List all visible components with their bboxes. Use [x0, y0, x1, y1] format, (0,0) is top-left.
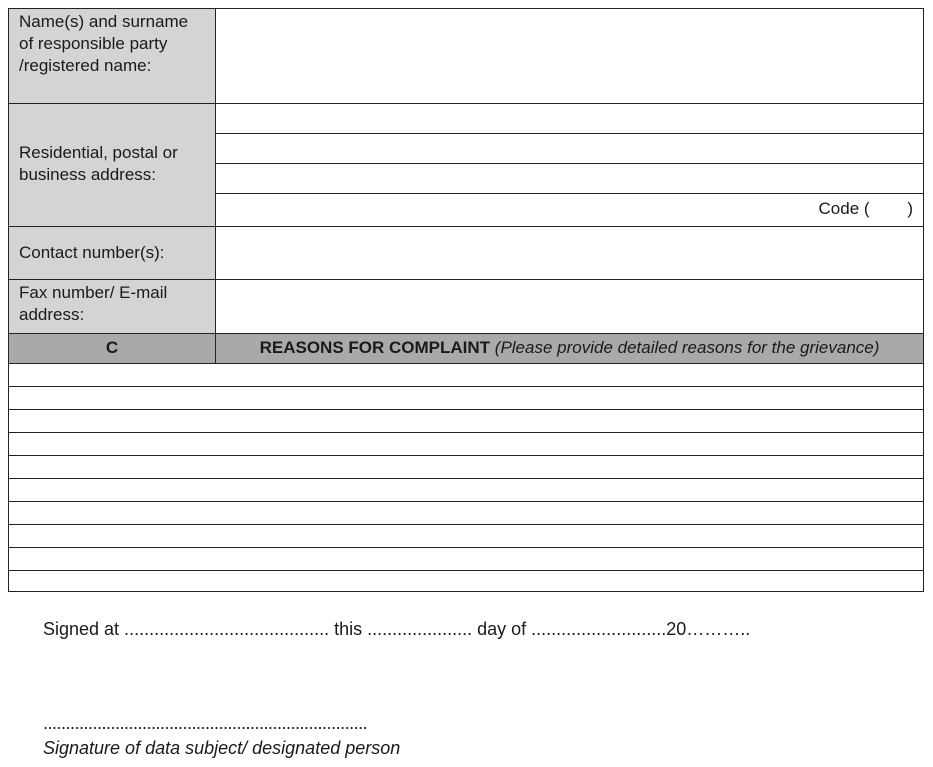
fax-email-row	[9, 280, 923, 333]
complaint-form-table	[8, 8, 924, 592]
reason-line[interactable]	[9, 456, 923, 479]
signature-line[interactable]: ........................................................................	[43, 713, 368, 733]
section-title-note: (Please provide detailed reasons for the grievance)	[494, 338, 880, 357]
fax-label-line-1: Fax number/ E-mail	[19, 283, 168, 302]
section-title-bold: REASONS FOR COMPLAINT	[259, 338, 491, 357]
address-field[interactable]	[216, 104, 923, 226]
section-letter: C	[9, 334, 216, 363]
reason-line[interactable]	[9, 502, 923, 525]
reason-line[interactable]	[9, 433, 923, 456]
reason-line[interactable]	[9, 387, 923, 410]
name-label-line-1: Name(s) and surname	[19, 12, 189, 31]
section-c-header	[9, 333, 923, 364]
section-title	[216, 334, 923, 363]
address-label-line-1: Residential, postal or	[19, 143, 178, 162]
address-line-3[interactable]	[216, 164, 923, 194]
reason-line[interactable]	[9, 548, 923, 571]
fax-email-field[interactable]	[216, 280, 923, 333]
address-label	[9, 104, 216, 226]
reason-line[interactable]	[9, 525, 923, 548]
reason-line[interactable]	[9, 479, 923, 502]
name-label-line-3: /registered name:	[19, 56, 152, 75]
address-line-1[interactable]	[216, 104, 923, 134]
reason-lines	[9, 364, 923, 591]
signature-caption: Signature of data subject/ designated person	[43, 738, 401, 758]
reason-line[interactable]	[9, 364, 923, 387]
name-field[interactable]	[216, 9, 923, 103]
contact-row	[9, 227, 923, 280]
name-row	[9, 9, 923, 104]
address-row	[9, 104, 923, 227]
postal-code-label: Code ( )	[818, 199, 913, 218]
contact-label: Contact number(s):	[9, 227, 216, 279]
reason-line[interactable]	[9, 571, 923, 594]
name-label-line-2: of responsible party	[19, 34, 168, 53]
reason-line[interactable]	[9, 410, 923, 433]
contact-field[interactable]	[216, 227, 923, 279]
fax-email-label	[9, 280, 216, 333]
signed-at-line: Signed at ......................................... this ..................... day of ...........................20………..	[43, 619, 751, 639]
address-label-line-2: business address:	[19, 165, 157, 184]
name-label	[9, 9, 216, 103]
address-line-2[interactable]	[216, 134, 923, 164]
fax-label-line-2: address:	[19, 305, 85, 324]
